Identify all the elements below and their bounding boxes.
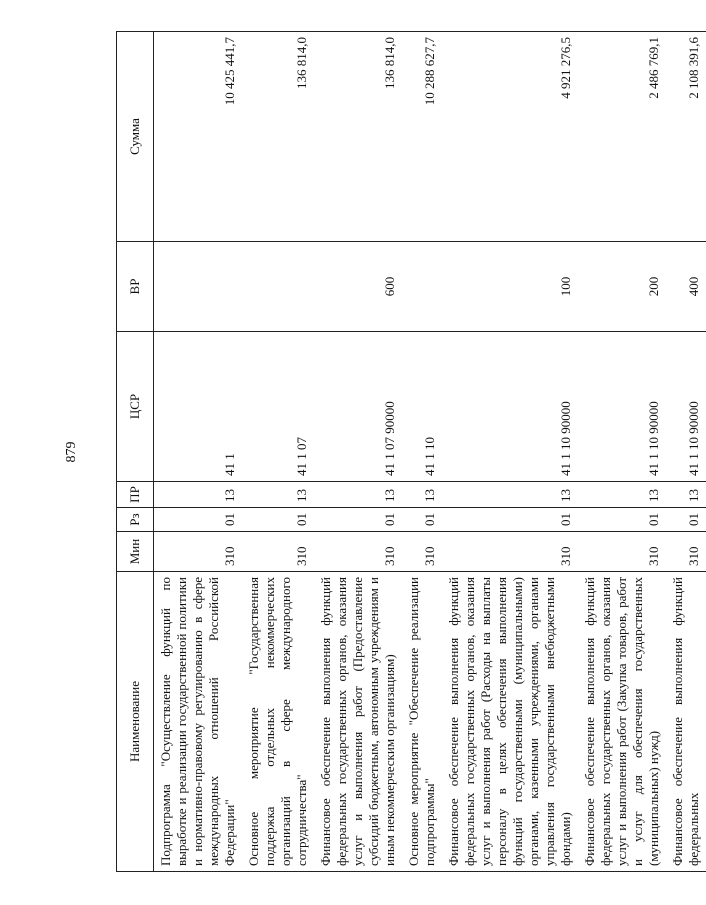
row-csr: 41 1 07 [242, 332, 314, 482]
row-vr: 200 [578, 242, 666, 332]
row-name: Финансовое обеспечение выполнения функций федеральных [666, 572, 706, 872]
header-name: Наименование [117, 572, 154, 872]
budget-table [116, 31, 706, 872]
table-header-row [117, 32, 154, 872]
table-row [314, 32, 402, 872]
row-min: 310 [402, 532, 442, 572]
rotated-page [60, 32, 701, 872]
table-row [154, 32, 243, 872]
row-pr: 13 [314, 482, 402, 508]
header-csr: ЦСР [117, 332, 154, 482]
row-sum: 136 814,0 [242, 32, 314, 242]
row-name: Финансовое обеспечение выполнения функций федеральных государственных органов, оказания услуг и выполнения работ (Предоставление субсидий бюджетным, автономным учреждениям и иным некоммерческим организациям) [314, 572, 402, 872]
header-sum: Сумма [117, 32, 154, 242]
row-rz: 01 [442, 508, 578, 532]
row-rz: 01 [578, 508, 666, 532]
table-row [578, 32, 666, 872]
table-row [666, 32, 706, 872]
row-csr: 41 1 10 90000 [578, 332, 666, 482]
row-sum: 2 108 391,6 [666, 32, 706, 242]
row-pr: 13 [154, 482, 243, 508]
row-name: Подпрограмма "Осуществление функций по выработке и реализации государственной политики и нормативно-правовому регулированию в сфере международных отношений Российской Федерации" [154, 572, 243, 872]
row-pr: 13 [242, 482, 314, 508]
row-rz: 01 [154, 508, 243, 532]
row-csr: 41 1 10 [402, 332, 442, 482]
row-sum: 10 425 441,7 [154, 32, 243, 242]
row-vr: 100 [442, 242, 578, 332]
row-min: 310 [154, 532, 243, 572]
page-number: 879 [64, 441, 79, 463]
header-min: Мин [117, 532, 154, 572]
header-rz: Рз [117, 508, 154, 532]
row-csr: 41 1 [154, 332, 243, 482]
row-vr [242, 242, 314, 332]
row-sum: 2 486 769,1 [578, 32, 666, 242]
header-vr: ВР [117, 242, 154, 332]
row-min: 310 [442, 532, 578, 572]
table-row [242, 32, 314, 872]
row-name: Финансовое обеспечение выполнения функций федеральных государственных органов, оказания услуг и выполнения работ (Расходы на выплаты персоналу в целях обеспечения выполнения функций государственными (муниципальными) органами, казенными учреждениями, органами управления государственными внебюджетными фондами) [442, 572, 578, 872]
row-pr: 13 [666, 482, 706, 508]
row-name: Основное мероприятие "Обеспечение реализации подпрограммы" [402, 572, 442, 872]
row-rz: 01 [666, 508, 706, 532]
row-csr: 41 1 07 90000 [314, 332, 402, 482]
row-csr: 41 1 10 90000 [666, 332, 706, 482]
row-sum: 136 814,0 [314, 32, 402, 242]
row-vr: 400 [666, 242, 706, 332]
row-rz: 01 [402, 508, 442, 532]
table-row [402, 32, 442, 872]
row-min: 310 [242, 532, 314, 572]
row-pr: 13 [442, 482, 578, 508]
row-pr: 13 [402, 482, 442, 508]
row-rz: 01 [242, 508, 314, 532]
row-vr [402, 242, 442, 332]
row-min: 310 [578, 532, 666, 572]
row-vr [154, 242, 243, 332]
row-sum: 10 288 627,7 [402, 32, 442, 242]
header-pr: ПР [117, 482, 154, 508]
row-csr: 41 1 10 90000 [442, 332, 578, 482]
row-name: Основное мероприятие "Государственная поддержка отдельных некоммерческих организаций в сфере международного сотрудничества" [242, 572, 314, 872]
row-min: 310 [314, 532, 402, 572]
row-name: Финансовое обеспечение выполнения функций федеральных государственных органов, оказания услуг и выполнения работ (Закупка товаров, работ и услуг для обеспечения государственных (муниципальных) нужд) [578, 572, 666, 872]
table-row [442, 32, 578, 872]
row-pr: 13 [578, 482, 666, 508]
row-sum: 4 921 276,5 [442, 32, 578, 242]
row-vr: 600 [314, 242, 402, 332]
row-min: 310 [666, 532, 706, 572]
row-rz: 01 [314, 508, 402, 532]
